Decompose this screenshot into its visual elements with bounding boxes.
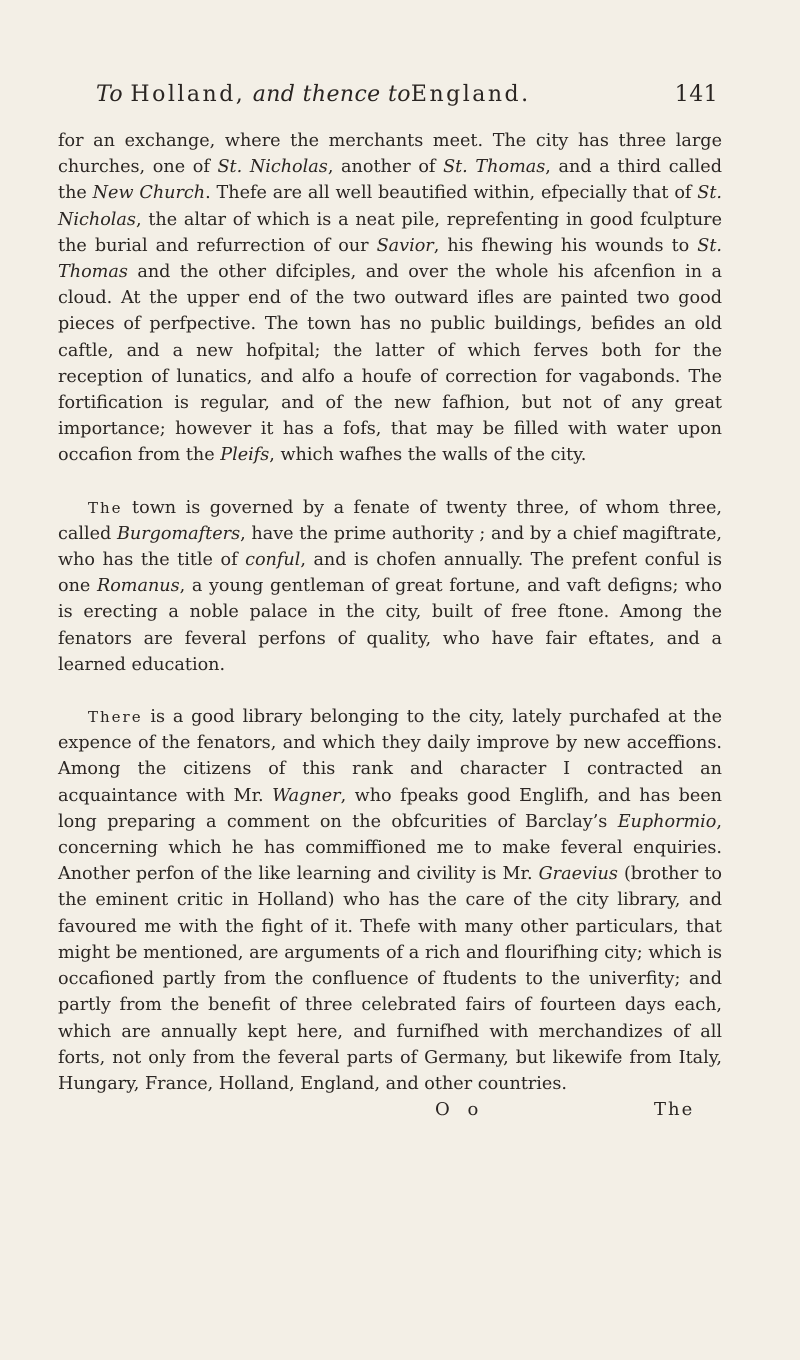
name-new-church: New Church [92, 183, 206, 204]
paragraph-3-lead: There [88, 708, 143, 727]
running-header [96, 82, 718, 107]
header-england: England. [410, 82, 531, 107]
name-conful: conful [245, 550, 301, 571]
paragraph-2: The town is governed by a fenate of twenty three, of whom three, called Burgomafters, have the prime authority ; and by a chief magiftrate, who has the title of conful, and is chofen annually. The prefent conful is one Romanus, a young gentleman of great fortune, and vaft defigns; who is erecting a noble palace in the city, built of free ftone. Among the fenators are feveral perfons of quality, who have fair eftates, and a learned education. [58, 497, 722, 675]
name-savior: Savior [376, 235, 434, 256]
header-and-thence-to: and thence to [252, 82, 411, 107]
name-euphormio: Euphormio [617, 811, 717, 832]
name-graevius: Graevius [538, 864, 618, 885]
signature-mark: O o [435, 1099, 485, 1120]
body-text [58, 128, 722, 1123]
header-to: To [96, 82, 124, 107]
paragraph-1: for an exchange, where the merchants meet. The city has three large churches, one of St. Nicholas, another of St. Thomas, and a third called the New Church. Thefe are all well beautified within, efpecially that of St. Nicholas, the altar of which is a neat pile, reprefenting in good fculpture the burial and refurrection of our Savior, his fhewing his wounds to St. Thomas and the other difciples, and over the whole his afcenfion in a cloud. At the upper end of the two outward ifles are painted two good pieces of perfpective. The town has no public buildings, befides an old caftle, and a new hofpital; the latter of which ferves both for the reception of lunatics, and alfo a houfe of correction for vagabonds. The fortification is regular, and of the new fafhion, but not of any great importance; however it has a fofs, that may be filled with water upon occafion from the Pleifs, which wafhes the walls of the city. [58, 131, 722, 466]
name-st-nicholas: St. Nicholas [217, 157, 328, 178]
paragraph-3: There is a good library belonging to the city, lately purchafed at the expence of the fenators, and which they daily improve by new acceffions. Among the citizens of this rank and character I contracted an acquaintance with Mr. Wagner, who fpeaks good Englifh, and has been long preparing a comment on the obfcurities of Barclay’s Euphormio, concerning which he has commiffioned me to make feveral enquiries. Another perfon of the like learning and civility is Mr. Graevius (brother to the eminent critic in Holland) who has the care of the city library, and favoured me with the fight of it. Thefe with many other particulars, that might be mentioned, are arguments of a rich and flourifhing city; which is occafioned partly from the confluence of ftudents to the univerfity; and partly from the benefit of three celebrated fairs of fourteen days each, which are annually kept here, and furnifhed with merchandizes of all forts, not only from the feveral parts of Germany, but likewife from Italy, Hungary, France, Holland, England, and other countries. [58, 707, 722, 1094]
catchword: The [654, 1099, 695, 1120]
name-burgomafters: Burgomafters [116, 523, 241, 544]
page-number: 141 [674, 82, 718, 107]
name-pleifs: Pleifs [220, 445, 270, 466]
page-footer [0, 1099, 800, 1129]
paragraph-2-lead: The [88, 498, 123, 517]
header-holland: Holland, [130, 82, 246, 107]
name-romanus: Romanus [96, 576, 180, 597]
name-wagner: Wagner [272, 785, 341, 806]
name-st-thomas: St. Thomas [443, 157, 546, 178]
